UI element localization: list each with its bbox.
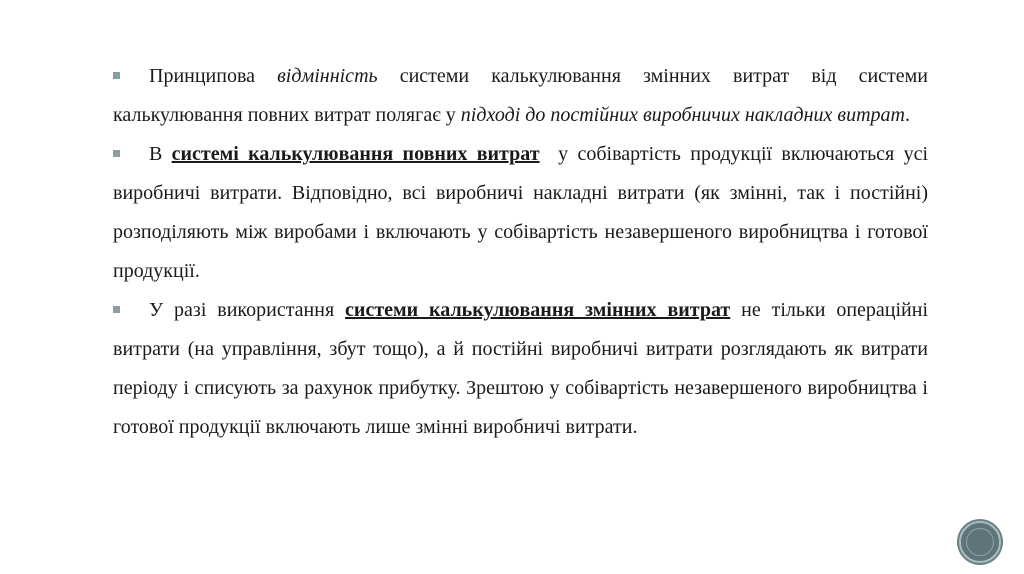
bullet-paragraph-2: [113, 135, 934, 291]
square-bullet-icon: [113, 150, 120, 157]
paragraph-text: не тільки операційні витрати (на управління, збут тощо), а й постійні виробничі витрати розглядають як витрати періоду і списують за рахунок прибутку. Зрештою у собівартість незавершеного виробництва і готової продукції включають лише змінні виробничі витрати.: [113, 299, 929, 438]
key-term: системі калькулювання повних витрат: [171, 143, 540, 165]
slide-number-badge: [959, 521, 1001, 563]
slide-body: [113, 57, 934, 447]
paragraph-text: у собівартість продукції включаються усі виробничі витрати. Відповідно, всі виробничі накладні витрати (як змінні, так і постійні) розподіляють між виробами і включають у собівартість незавершеного виробництва і готової продукції.: [113, 143, 934, 282]
square-bullet-icon: [113, 72, 120, 79]
paragraph-text: У разі використання: [149, 299, 346, 321]
paragraph-text: В: [149, 143, 172, 165]
key-term: системи калькулювання змінних витрат: [345, 299, 731, 321]
emphasis-text: підході до постійних виробничих накладних витрат: [460, 104, 905, 126]
emphasis-text: відмінність: [277, 65, 378, 87]
bullet-paragraph-3: [113, 291, 928, 447]
bullet-paragraph-1: [113, 57, 928, 135]
paragraph-text: Принципова: [149, 65, 278, 87]
paragraph-text: .: [904, 104, 910, 126]
square-bullet-icon: [113, 306, 120, 313]
paragraph-text: системи калькулювання змінних витрат від системи калькулювання повних витрат полягає у: [113, 65, 929, 126]
